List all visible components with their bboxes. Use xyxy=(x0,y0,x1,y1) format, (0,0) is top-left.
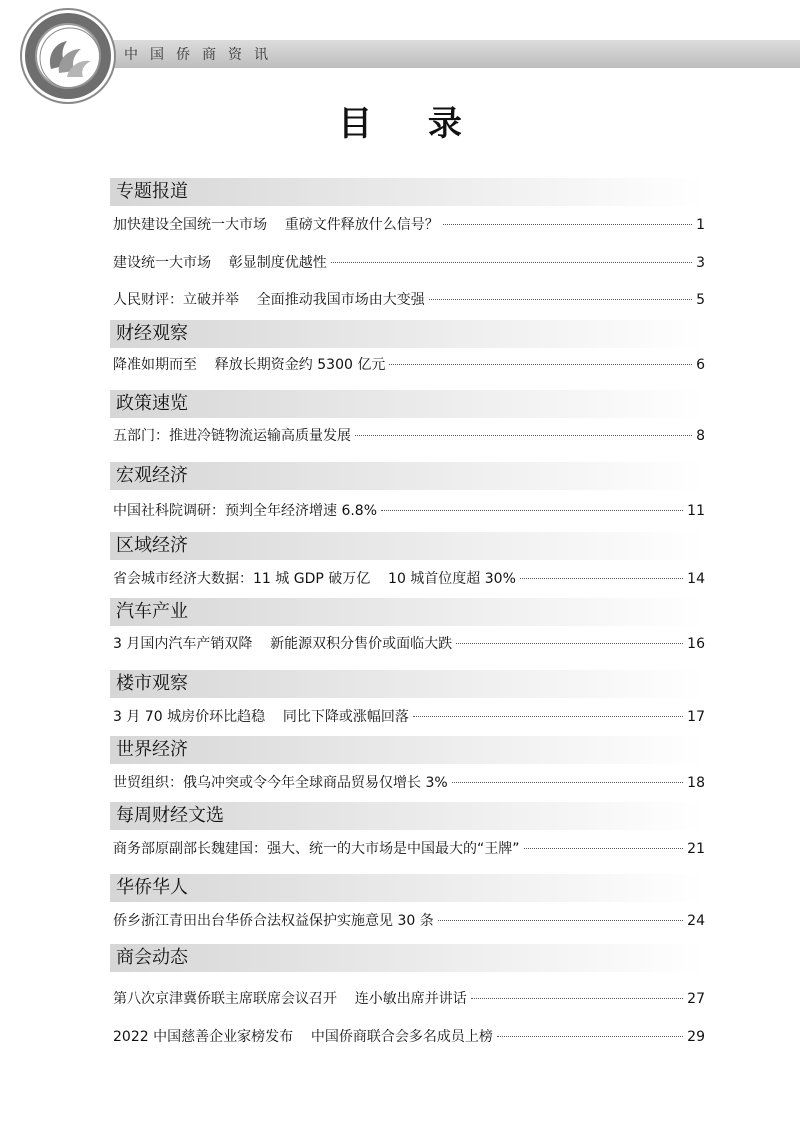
section-header: 财经观察 xyxy=(110,320,705,348)
org-seal-logo xyxy=(22,10,114,102)
dot-leader xyxy=(381,510,683,511)
toc-entry[interactable] xyxy=(113,354,705,376)
toc-entry-page: 24 xyxy=(687,913,705,929)
section-header: 华侨华人 xyxy=(110,874,705,902)
toc-entry-title: 中国社科院调研：预判全年经济增速 6.8% xyxy=(113,503,378,519)
dot-leader xyxy=(497,1036,683,1037)
toc-entry-page: 1 xyxy=(696,217,705,233)
toc-entry[interactable] xyxy=(113,500,705,522)
toc-entry[interactable] xyxy=(113,252,705,274)
toc-entry[interactable] xyxy=(113,910,705,932)
leaf-emblem-icon xyxy=(37,25,103,91)
dot-leader xyxy=(331,262,692,263)
toc-entry-title: 省会城市经济大数据：11 城 GDP 破万亿 10 城首位度超 30% xyxy=(113,571,516,587)
section-header: 楼市观察 xyxy=(110,670,705,698)
toc-entry-title: 第八次京津冀侨联主席联席会议召开 连小敏出席并讲话 xyxy=(113,991,467,1007)
toc-entry[interactable] xyxy=(113,772,705,794)
section-header: 商会动态 xyxy=(110,944,705,972)
section-header: 政策速览 xyxy=(110,390,705,418)
toc-entry-title: 侨乡浙江青田出台华侨合法权益保护实施意见 30 条 xyxy=(113,913,434,929)
logo-emblem xyxy=(35,23,101,89)
toc-entry-page: 3 xyxy=(696,255,705,271)
toc-entry[interactable] xyxy=(113,633,705,655)
dot-leader xyxy=(389,364,692,365)
toc-entry-page: 14 xyxy=(687,571,705,587)
toc-entry-title: 五部门：推进冷链物流运输高质量发展 xyxy=(113,428,351,444)
toc-entry-title: 2022 中国慈善企业家榜发布 中国侨商联合会多名成员上榜 xyxy=(113,1029,493,1045)
toc-entry-title: 建设统一大市场 彰显制度优越性 xyxy=(113,255,327,271)
toc-entry-page: 8 xyxy=(696,428,705,444)
dot-leader xyxy=(413,716,683,717)
toc-entry-page: 29 xyxy=(687,1029,705,1045)
section-header: 汽车产业 xyxy=(110,598,705,626)
section-header: 每周财经文选 xyxy=(110,802,705,830)
dot-leader xyxy=(429,299,692,300)
toc-entry-page: 16 xyxy=(687,636,705,652)
dot-leader xyxy=(471,998,683,999)
section-header: 世界经济 xyxy=(110,736,705,764)
toc-entry[interactable] xyxy=(113,706,705,728)
dot-leader xyxy=(524,848,684,849)
toc-entry-title: 人民财评：立破并举 全面推动我国市场由大变强 xyxy=(113,292,425,308)
toc-entry-page: 11 xyxy=(687,503,705,519)
toc-entry[interactable] xyxy=(113,838,705,860)
toc-entry[interactable] xyxy=(113,214,705,236)
toc-entry[interactable] xyxy=(113,1026,705,1048)
section-header: 宏观经济 xyxy=(110,462,705,490)
toc-entry-title: 世贸组织：俄乌冲突或令今年全球商品贸易仅增长 3% xyxy=(113,775,448,791)
toc-entry-page: 5 xyxy=(696,292,705,308)
toc-entry-page: 18 xyxy=(687,775,705,791)
header-title: 中国侨商资讯 xyxy=(124,47,280,63)
toc-entry-page: 27 xyxy=(687,991,705,1007)
toc-entry-title: 降准如期而至 释放长期资金约 5300 亿元 xyxy=(113,357,386,373)
toc-entry-title: 加快建设全国统一大市场 重磅文件释放什么信号？ xyxy=(113,217,439,233)
dot-leader xyxy=(452,782,684,783)
dot-leader xyxy=(456,643,683,644)
page-title: 目 录 xyxy=(338,104,484,144)
dot-leader xyxy=(520,578,683,579)
section-header: 区域经济 xyxy=(110,532,705,560)
toc-entry-page: 17 xyxy=(687,709,705,725)
dot-leader xyxy=(443,224,692,225)
toc-entry[interactable] xyxy=(113,289,705,311)
toc-entry-title: 商务部原副部长魏建国：强大、统一的大市场是中国最大的“王牌” xyxy=(113,841,520,857)
toc-entry-title: 3 月国内汽车产销双降 新能源双积分售价或面临大跌 xyxy=(113,636,453,652)
toc-entry-title: 3 月 70 城房价环比趋稳 同比下降或涨幅回落 xyxy=(113,709,409,725)
toc-entry-page: 6 xyxy=(696,357,705,373)
toc-entry[interactable] xyxy=(113,988,705,1010)
toc-entry-page: 21 xyxy=(687,841,705,857)
toc-entry[interactable] xyxy=(113,425,705,447)
section-header: 专题报道 xyxy=(110,178,705,206)
dot-leader xyxy=(438,920,683,921)
dot-leader xyxy=(355,435,692,436)
toc-entry[interactable] xyxy=(113,568,705,590)
